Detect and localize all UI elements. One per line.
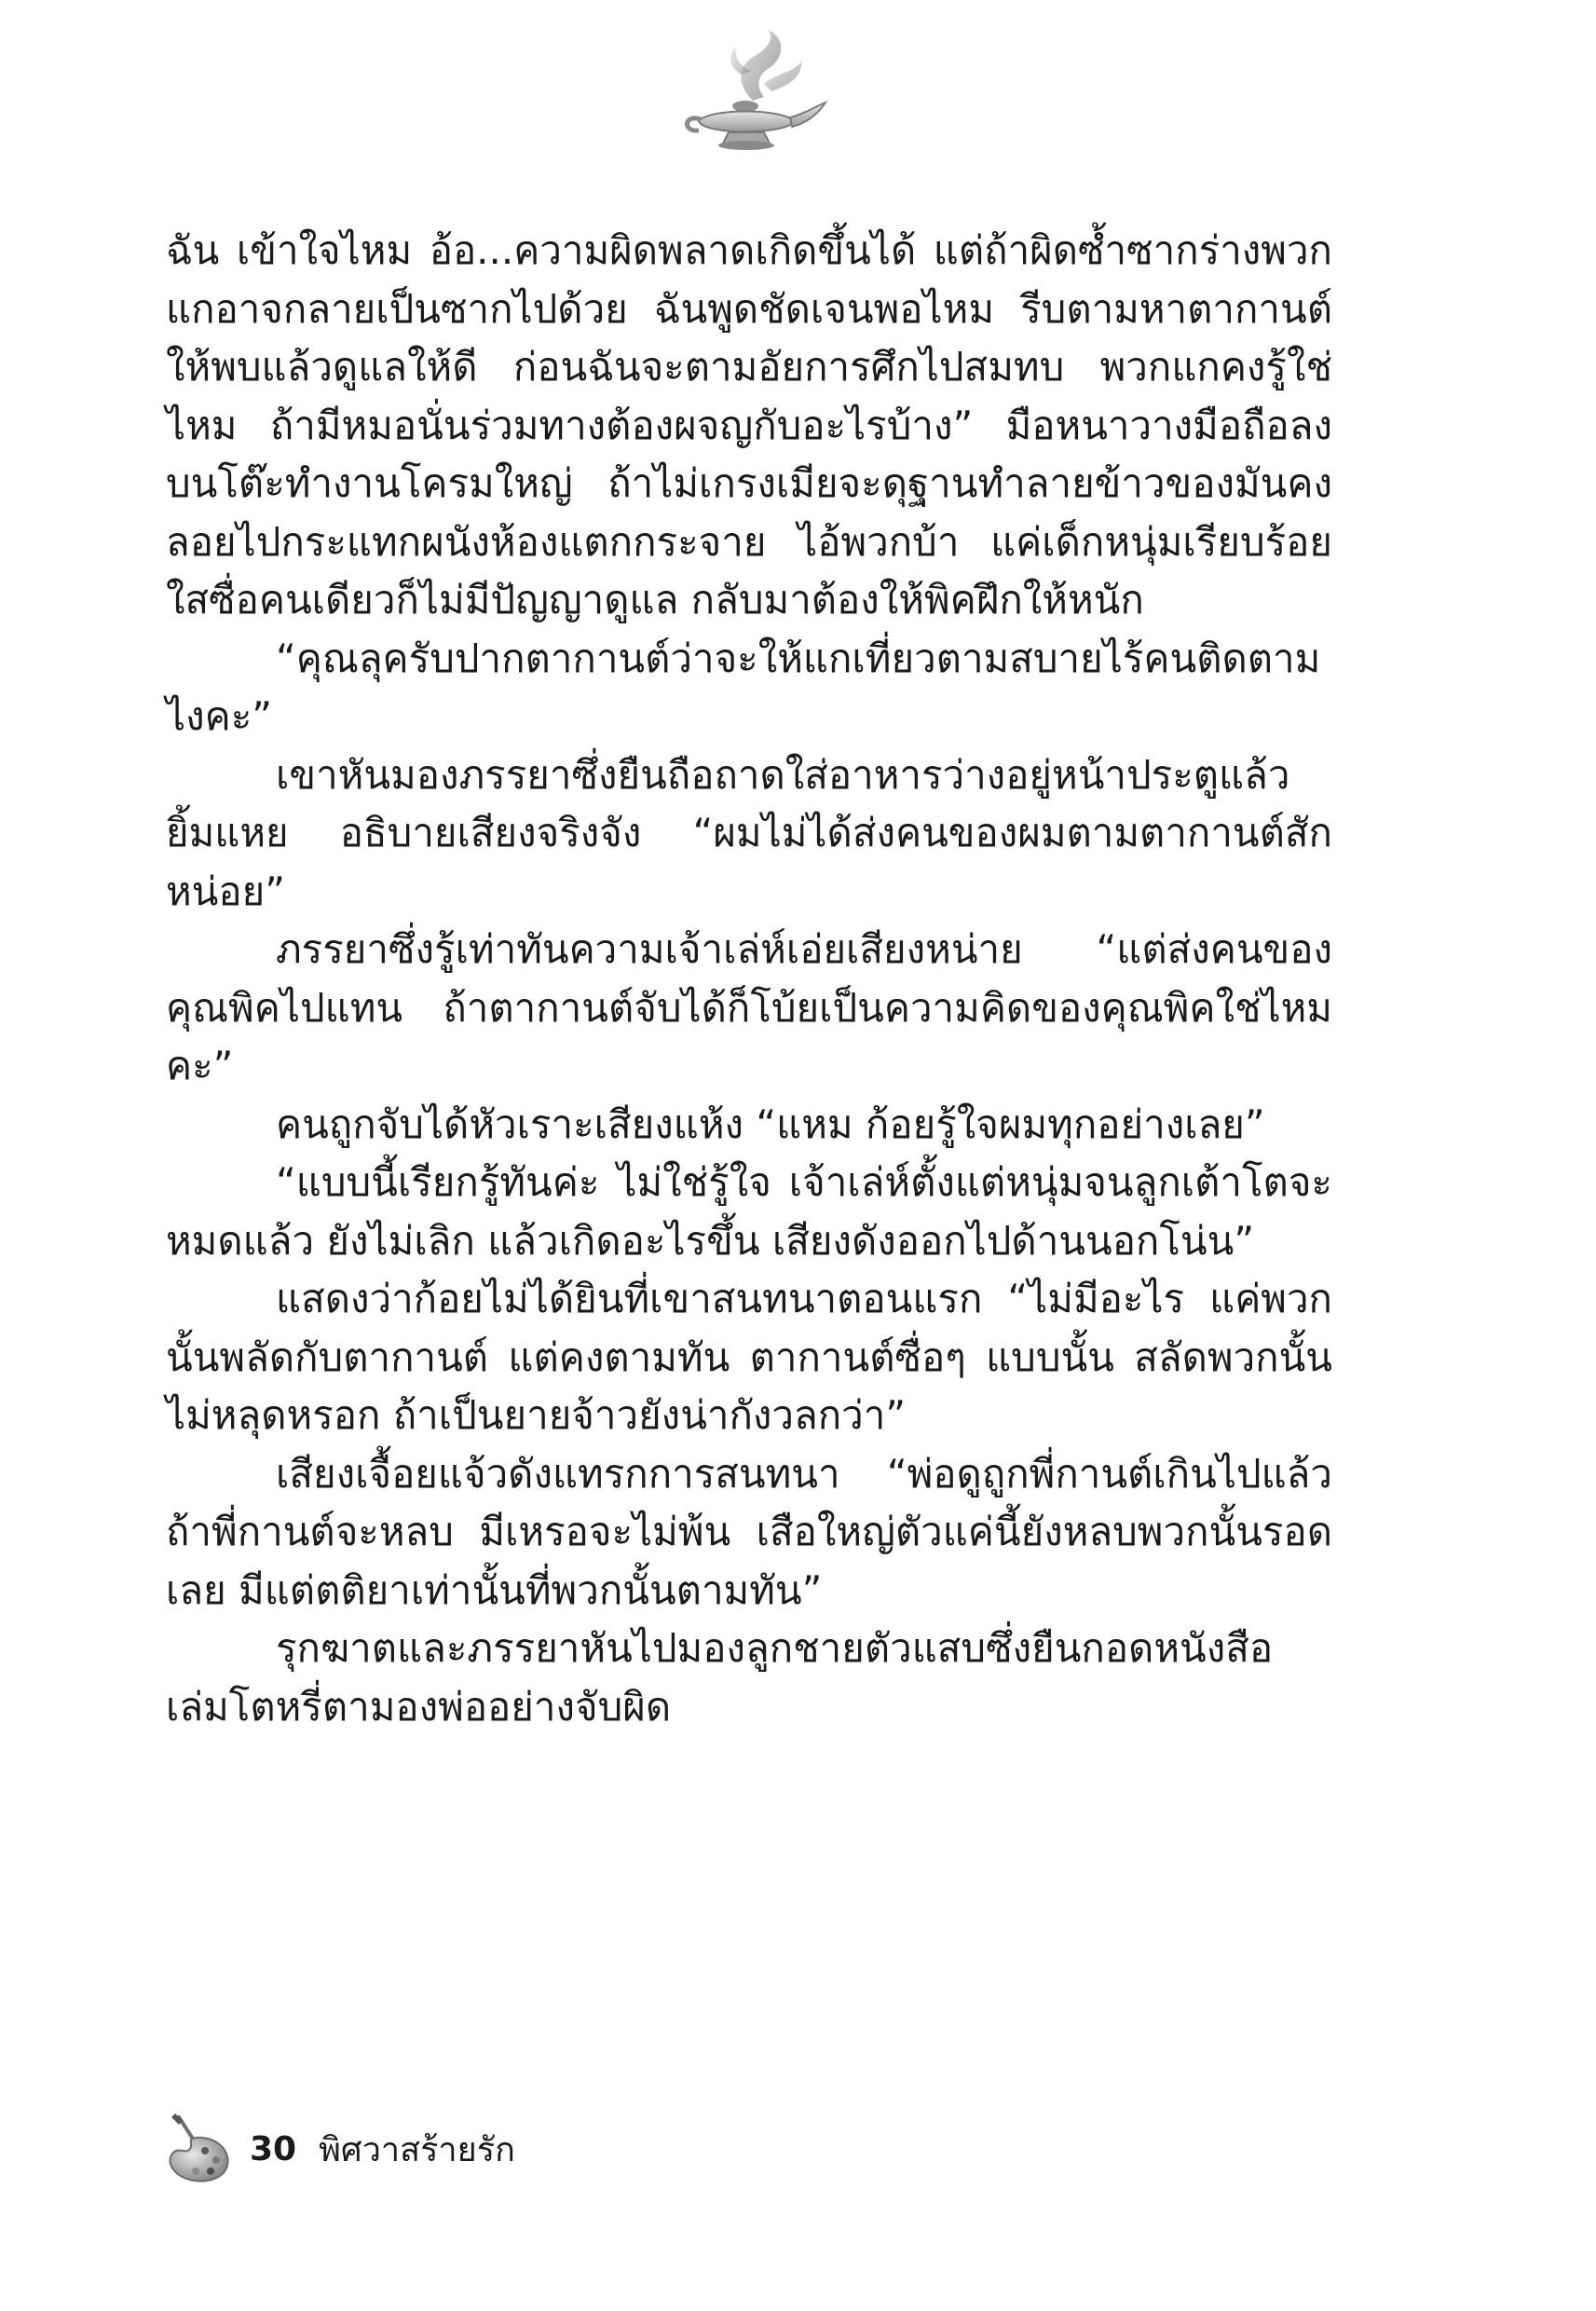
paragraph: คนถูกจับได้หัวเราะเสียงแห้ง “แหม ก้อยรู้ใจผมทุกอย่างเลย” — [276, 1101, 1265, 1147]
paragraph: ฉัน เข้าใจไหม อ้อ...ความผิดพลาดเกิดขึ้นได้ แต่ถ้าผิดซ้ำซากร่างพวกแกอาจกลายเป็นซากไปด้วย ฉันพูดชัดเจนพอไหม รีบตามหาตากานต์ให้พบแล้วดูแลให้ดี ก่อนฉันจะตามอัยการศึกไปสมทบ พวกแกคงรู้ใช่ไหม ถ้ามีหมอนั่นร่วมทางต้องผจญกับอะไรบ้าง” มือหนาวางมือถือลงบนโต๊ะทำงานโครมใหญ่ ถ้าไม่เกรงเมียจะดุฐานทำลายข้าวของมันคงลอยไปกระแทกผนังห้องแตกกระจาย ไอ้พวกบ้า แค่เด็กหนุ่มเรียบร้อยใสซื่อคนเดียวก็ไม่มีปัญญาดูแล กลับมาต้องให้พิคฝึกให้หนัก — [166, 227, 1332, 622]
paragraph: เขาหันมองภรรยาซึ่งยืนถือถาดใส่อาหารว่างอยู่หน้าประตูแล้วยิ้มแหย อธิบายเสียงจริงจัง “ผมไม่ได้ส่งคนของผมตามตากานต์สักหน่อย” — [166, 751, 1332, 914]
genie-lamp-icon — [671, 28, 829, 158]
paragraph: ภรรยาซึ่งรู้เท่าทันความเจ้าเล่ห์เอ่ยเสียงหน่าย “แต่ส่งคนของคุณพิคไปแทน ถ้าตากานต์จับได้ก็โบ้ยเป็นความคิดของคุณพิคใช่ไหมคะ” — [166, 926, 1332, 1088]
paragraph: “คุณลุครับปากตากานต์ว่าจะให้แกเที่ยวตามสบายไร้คนติดตามไงคะ” — [166, 635, 1321, 739]
paragraph: “แบบนี้เรียกรู้ทันค่ะ ไม่ใช่รู้ใจ เจ้าเล่ห์ตั้งแต่หนุ่มจนลูกเต้าโตจะหมดแล้ว ยังไม่เลิก แล้วเกิดอะไรขึ้น เสียงดังออกไปด้านนอกโน่น” — [166, 1159, 1332, 1264]
paragraph: เสียงเจื้อยแจ้วดังแทรกการสนทนา “พ่อดูถูกพี่กานต์เกินไปแล้ว ถ้าพี่กานต์จะหลบ มีเหรอจะไม่พ้น เสือใหญ่ตัวแค่นี้ยังหลบพวกนั้นรอดเลย มีแต่ตติยาเท่านั้นที่พวกนั้นตามทัน” — [166, 1450, 1332, 1613]
paint-palette-icon — [158, 2112, 233, 2186]
body-text — [166, 222, 1332, 1736]
page-footer — [158, 2112, 515, 2186]
book-title: พิศวาสร้ายรัก — [319, 2130, 515, 2169]
paragraph: แสดงว่าก้อยไม่ได้ยินที่เขาสนทนาตอนแรก “ไม่มีอะไร แค่พวกนั้นพลัดกับตากานต์ แต่คงตามทัน ตากานต์ซื่อๆ แบบนั้น สลัดพวกนั้นไม่หลุดหรอก ถ้าเป็นยายจ้าวยังน่ากังวลกว่า” — [166, 1276, 1332, 1438]
paragraph: รุกฆาตและภรรยาหันไปมองลูกชายตัวแสบซึ่งยืนกอดหนังสือเล่มโตหรี่ตามองพ่ออย่างจับผิด — [166, 1625, 1274, 1730]
page-number: 30 — [250, 2129, 297, 2168]
